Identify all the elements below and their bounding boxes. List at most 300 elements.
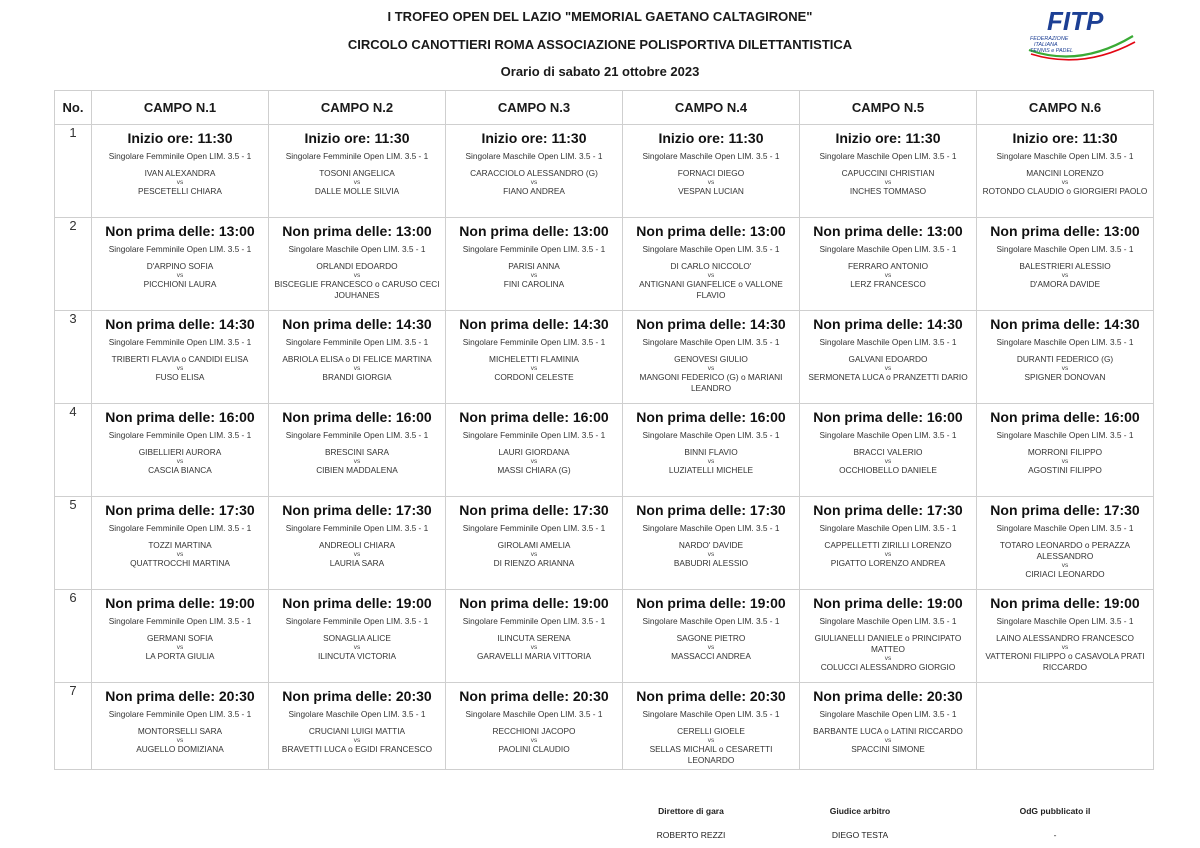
match-cell-content (977, 218, 1153, 310)
versus-label: vs (1061, 272, 1069, 279)
match-category: Singolare Femminile Open LIM. 3.5 - 1 (108, 616, 252, 626)
match-category: Singolare Maschile Open LIM. 3.5 - 1 (819, 244, 957, 254)
player-two: LA PORTA GIULIA (145, 651, 215, 661)
player-one: ANDREOLI CHIARA (318, 540, 396, 550)
match-cell-content (623, 404, 799, 496)
versus-label: vs (884, 272, 892, 279)
match-cell-content (977, 497, 1153, 589)
match-cell (977, 404, 1154, 497)
match-time: Non prima delle: 16:00 (636, 409, 786, 425)
player-two: MASSI CHIARA (G) (497, 465, 571, 475)
match-cell (446, 497, 623, 590)
director-name: ROBERTO REZZI (656, 830, 726, 840)
match-cell (92, 311, 269, 404)
player-two: ROTONDO CLAUDIO o GIORGIERI PAOLO (982, 186, 1148, 196)
player-two: SELLAS MICHAIL o CESARETTI LEONARDO (649, 744, 773, 765)
match-cell (92, 683, 269, 770)
match-time: Non prima delle: 19:00 (990, 595, 1140, 611)
row-number: 3 (55, 311, 92, 404)
match-cell (446, 311, 623, 404)
versus-label: vs (176, 272, 184, 279)
match-cell-content (800, 404, 976, 496)
player-two: CORDONI CELESTE (494, 372, 574, 382)
match-category: Singolare Maschile Open LIM. 3.5 - 1 (642, 244, 780, 254)
row-number: 1 (55, 125, 92, 218)
match-time: Non prima delle: 14:30 (813, 316, 963, 332)
match-time: Non prima delle: 13:00 (990, 223, 1140, 239)
match-time: Non prima delle: 14:30 (990, 316, 1140, 332)
match-cell (446, 125, 623, 218)
match-category: Singolare Femminile Open LIM. 3.5 - 1 (462, 244, 606, 254)
player-one: GIBELLIERI AURORA (138, 447, 222, 457)
player-two: OCCHIOBELLO DANIELE (839, 465, 937, 475)
match-category: Singolare Maschile Open LIM. 3.5 - 1 (288, 709, 426, 719)
match-time: Inizio ore: 11:30 (658, 130, 764, 146)
player-one: MANCINI LORENZO (1026, 168, 1104, 178)
match-cell-content (446, 404, 622, 496)
player-one: IVAN ALEXANDRA (144, 168, 216, 178)
schedule-row (55, 125, 1154, 218)
match-time: Non prima delle: 17:30 (813, 502, 963, 518)
player-one: BALESTRIERI ALESSIO (1019, 261, 1111, 271)
match-cell (269, 404, 446, 497)
match-time: Non prima delle: 20:30 (459, 688, 609, 704)
versus-label: vs (707, 644, 715, 651)
player-two: FIANO ANDREA (503, 186, 565, 196)
match-category: Singolare Maschile Open LIM. 3.5 - 1 (819, 523, 957, 533)
player-one: ILINCUTA SERENA (497, 633, 571, 643)
match-cell-content (800, 311, 976, 403)
match-category: Singolare Maschile Open LIM. 3.5 - 1 (288, 244, 426, 254)
column-header-no: No. (55, 91, 92, 125)
referee-name: DIEGO TESTA (831, 830, 889, 840)
schedule-row (55, 404, 1154, 497)
match-time: Non prima delle: 17:30 (459, 502, 609, 518)
match-cell (446, 683, 623, 770)
match-cell-content (269, 218, 445, 310)
match-cell (623, 218, 800, 311)
player-one: FERRARO ANTONIO (847, 261, 929, 271)
match-cell (92, 404, 269, 497)
match-time: Non prima delle: 14:30 (459, 316, 609, 332)
player-two: BISCEGLIE FRANCESCO o CARUSO CECI JOUHANES (274, 279, 440, 300)
column-header-court-3: CAMPO N.3 (446, 91, 623, 125)
match-time: Non prima delle: 17:30 (105, 502, 255, 518)
match-cell-content (623, 218, 799, 310)
match-cell-content (446, 311, 622, 403)
player-one: TOSONI ANGELICA (319, 168, 395, 178)
match-category: Singolare Femminile Open LIM. 3.5 - 1 (285, 523, 429, 533)
row-number: 5 (55, 497, 92, 590)
svg-text:TENNIS e PADEL: TENNIS e PADEL (1030, 48, 1074, 54)
versus-label: vs (353, 644, 361, 651)
match-time: Inizio ore: 11:30 (127, 130, 233, 146)
match-cell (977, 311, 1154, 404)
match-category: Singolare Femminile Open LIM. 3.5 - 1 (462, 616, 606, 626)
versus-label: vs (176, 365, 184, 372)
match-category: Singolare Maschile Open LIM. 3.5 - 1 (996, 616, 1134, 626)
match-cell-content (800, 218, 976, 310)
match-time: Non prima delle: 14:30 (105, 316, 255, 332)
match-category: Singolare Femminile Open LIM. 3.5 - 1 (108, 151, 252, 161)
match-cell (623, 125, 800, 218)
player-two: GARAVELLI MARIA VITTORIA (476, 651, 592, 661)
player-one: SONAGLIA ALICE (323, 633, 391, 643)
match-time: Non prima delle: 19:00 (282, 595, 432, 611)
player-two: LUZIATELLI MICHELE (668, 465, 754, 475)
versus-label: vs (353, 365, 361, 372)
versus-label: vs (176, 551, 184, 558)
match-category: Singolare Maschile Open LIM. 3.5 - 1 (996, 151, 1134, 161)
match-cell-content (92, 683, 268, 769)
match-time: Inizio ore: 11:30 (304, 130, 410, 146)
row-number: 4 (55, 404, 92, 497)
match-time: Non prima delle: 20:30 (105, 688, 255, 704)
match-category: Singolare Femminile Open LIM. 3.5 - 1 (462, 523, 606, 533)
player-one: TRIBERTI FLAVIA o CANDIDI ELISA (111, 354, 249, 364)
versus-label: vs (353, 179, 361, 186)
player-two: QUATTROCCHI MARTINA (130, 558, 230, 568)
match-cell (977, 683, 1154, 770)
match-cell (800, 683, 977, 770)
player-two: ILINCUTA VICTORIA (317, 651, 397, 661)
versus-label: vs (353, 272, 361, 279)
player-one: LAURI GIORDANA (498, 447, 570, 457)
match-cell (269, 497, 446, 590)
match-category: Singolare Maschile Open LIM. 3.5 - 1 (819, 616, 957, 626)
player-one: NARDO' DAVIDE (678, 540, 744, 550)
match-cell-content (977, 683, 1153, 769)
match-time: Non prima delle: 20:30 (636, 688, 786, 704)
match-cell (977, 218, 1154, 311)
player-two: DALLE MOLLE SILVIA (314, 186, 400, 196)
match-time: Inizio ore: 11:30 (1012, 130, 1118, 146)
versus-label: vs (1061, 458, 1069, 465)
match-cell (92, 218, 269, 311)
match-time: Non prima delle: 13:00 (459, 223, 609, 239)
fitp-logo (1025, 6, 1140, 62)
versus-label: vs (884, 179, 892, 186)
match-time: Non prima delle: 13:00 (636, 223, 786, 239)
match-cell-content (977, 125, 1153, 217)
player-one: GERMANI SOFIA (147, 633, 213, 643)
match-cell-content (977, 311, 1153, 403)
match-cell-content (446, 683, 622, 769)
match-cell (977, 590, 1154, 683)
match-cell-content (269, 404, 445, 496)
column-header-court-4: CAMPO N.4 (623, 91, 800, 125)
player-one: DURANTI FEDERICO (G) (1016, 354, 1114, 364)
versus-label: vs (707, 179, 715, 186)
match-time: Non prima delle: 17:30 (282, 502, 432, 518)
match-cell (269, 311, 446, 404)
column-header-court-5: CAMPO N.5 (800, 91, 977, 125)
versus-label: vs (530, 644, 538, 651)
versus-label: vs (353, 458, 361, 465)
match-cell (800, 404, 977, 497)
match-cell (269, 590, 446, 683)
match-category: Singolare Maschile Open LIM. 3.5 - 1 (642, 337, 780, 347)
versus-label: vs (884, 655, 892, 662)
versus-label: vs (884, 365, 892, 372)
match-cell-content (800, 683, 976, 769)
match-category: Singolare Femminile Open LIM. 3.5 - 1 (285, 430, 429, 440)
match-cell-content (269, 590, 445, 682)
match-cell-content (446, 497, 622, 589)
versus-label: vs (707, 458, 715, 465)
versus-label: vs (176, 737, 184, 744)
match-cell (623, 683, 800, 770)
player-one: CRUCIANI LUIGI MATTIA (308, 726, 406, 736)
player-one: BRESCINI SARA (324, 447, 390, 457)
player-one: MICHELETTI FLAMINIA (489, 354, 579, 364)
match-category: Singolare Maschile Open LIM. 3.5 - 1 (642, 709, 780, 719)
match-cell-content (92, 497, 268, 589)
player-two: CASCIA BIANCA (148, 465, 212, 475)
page-header (0, 0, 1200, 90)
match-cell (800, 497, 977, 590)
player-two: AGOSTINI FILIPPO (1028, 465, 1102, 475)
match-cell (92, 497, 269, 590)
player-one: MORRONI FILIPPO (1027, 447, 1103, 457)
match-category: Singolare Maschile Open LIM. 3.5 - 1 (996, 244, 1134, 254)
match-time: Non prima delle: 14:30 (282, 316, 432, 332)
match-category: Singolare Maschile Open LIM. 3.5 - 1 (642, 523, 780, 533)
match-cell-content (92, 311, 268, 403)
versus-label: vs (1061, 644, 1069, 651)
player-one: MONTORSELLI SARA (137, 726, 223, 736)
match-cell (623, 497, 800, 590)
player-two: LAURIA SARA (329, 558, 385, 568)
player-one: BINNI FLAVIO (684, 447, 738, 457)
schedule-row (55, 218, 1154, 311)
versus-label: vs (707, 737, 715, 744)
versus-label: vs (1061, 365, 1069, 372)
match-cell-content (623, 590, 799, 682)
player-two: BABUDRI ALESSIO (673, 558, 749, 568)
match-cell-content (446, 218, 622, 310)
versus-label: vs (530, 458, 538, 465)
match-cell (800, 218, 977, 311)
versus-label: vs (353, 551, 361, 558)
row-number: 6 (55, 590, 92, 683)
player-two: FUSO ELISA (155, 372, 205, 382)
match-time: Inizio ore: 11:30 (481, 130, 587, 146)
versus-label: vs (530, 272, 538, 279)
match-cell (446, 218, 623, 311)
match-time: Non prima delle: 20:30 (282, 688, 432, 704)
versus-label: vs (884, 551, 892, 558)
match-category: Singolare Femminile Open LIM. 3.5 - 1 (285, 616, 429, 626)
director-label: Direttore di gara (658, 806, 724, 816)
referee-block (790, 806, 930, 840)
match-category: Singolare Femminile Open LIM. 3.5 - 1 (108, 709, 252, 719)
versus-label: vs (884, 458, 892, 465)
match-cell-content (623, 311, 799, 403)
player-one: ABRIOLA ELISA o DI FELICE MARTINA (282, 354, 432, 364)
player-one: BARBANTE LUCA o LATINI RICCARDO (813, 726, 963, 736)
match-cell-content (446, 125, 622, 217)
match-cell (92, 125, 269, 218)
player-one: FORNACI DIEGO (677, 168, 745, 178)
player-two: MANGONI FEDERICO (G) o MARIANI LEANDRO (639, 372, 783, 393)
match-cell-content (446, 590, 622, 682)
versus-label: vs (707, 272, 715, 279)
column-header-court-2: CAMPO N.2 (269, 91, 446, 125)
versus-label: vs (1061, 179, 1069, 186)
match-category: Singolare Maschile Open LIM. 3.5 - 1 (642, 430, 780, 440)
logo-text: FITP (1047, 6, 1104, 36)
player-one: LAINO ALESSANDRO FRANCESCO (996, 633, 1134, 643)
svg-text:ITALIANA: ITALIANA (1034, 42, 1058, 48)
match-cell-content (977, 404, 1153, 496)
player-one: ORLANDI EDOARDO (316, 261, 398, 271)
match-cell-content (92, 590, 268, 682)
match-category: Singolare Femminile Open LIM. 3.5 - 1 (285, 337, 429, 347)
schedule-date: Orario di sabato 21 ottobre 2023 (500, 64, 700, 79)
versus-label: vs (1061, 562, 1069, 569)
schedule-body (55, 125, 1154, 770)
header-row (55, 91, 1154, 125)
director-block (621, 806, 761, 840)
published-value: - (1053, 830, 1057, 840)
player-two: FINI CAROLINA (503, 279, 565, 289)
match-time: Non prima delle: 14:30 (636, 316, 786, 332)
match-category: Singolare Maschile Open LIM. 3.5 - 1 (465, 151, 603, 161)
match-time: Inizio ore: 11:30 (835, 130, 941, 146)
player-one: SAGONE PIETRO (676, 633, 746, 643)
match-category: Singolare Maschile Open LIM. 3.5 - 1 (819, 337, 957, 347)
match-time: Non prima delle: 17:30 (636, 502, 786, 518)
schedule-table (54, 90, 1154, 770)
match-time: Non prima delle: 19:00 (459, 595, 609, 611)
published-label: OdG pubblicato il (1019, 806, 1091, 816)
player-two: PICCHIONI LAURA (143, 279, 217, 289)
player-two: COLUCCI ALESSANDRO GIORGIO (820, 662, 956, 672)
match-cell (446, 404, 623, 497)
match-cell-content (92, 125, 268, 217)
match-category: Singolare Maschile Open LIM. 3.5 - 1 (642, 616, 780, 626)
match-time: Non prima delle: 17:30 (990, 502, 1140, 518)
match-time: Non prima delle: 16:00 (459, 409, 609, 425)
match-cell-content (623, 497, 799, 589)
versus-label: vs (530, 737, 538, 744)
versus-label: vs (707, 365, 715, 372)
schedule-row (55, 683, 1154, 770)
player-one: CERELLI GIOELE (677, 726, 745, 736)
match-cell (977, 125, 1154, 218)
match-time: Non prima delle: 13:00 (105, 223, 255, 239)
match-cell (623, 590, 800, 683)
player-one: PARISI ANNA (508, 261, 560, 271)
player-two: VESPAN LUCIAN (678, 186, 744, 196)
match-cell-content (269, 683, 445, 769)
match-category: Singolare Maschile Open LIM. 3.5 - 1 (819, 151, 957, 161)
club-name: CIRCOLO CANOTTIERI ROMA ASSOCIAZIONE POLISPORTIVA DILETTANTISTICA (347, 37, 853, 52)
match-category: Singolare Femminile Open LIM. 3.5 - 1 (108, 337, 252, 347)
match-time: Non prima delle: 13:00 (282, 223, 432, 239)
player-one: GENOVESI GIULIO (674, 354, 748, 364)
player-two: CIBIEN MADDALENA (316, 465, 398, 475)
player-two: PIGATTO LORENZO ANDREA (830, 558, 946, 568)
match-category: Singolare Femminile Open LIM. 3.5 - 1 (108, 244, 252, 254)
match-cell (92, 590, 269, 683)
player-two: ANTIGNANI GIANFELICE o VALLONE FLAVIO (639, 279, 783, 300)
match-cell (269, 218, 446, 311)
match-time: Non prima delle: 16:00 (990, 409, 1140, 425)
player-one: CAPUCCINI CHRISTIAN (841, 168, 935, 178)
versus-label: vs (176, 644, 184, 651)
versus-label: vs (884, 737, 892, 744)
match-cell-content (623, 683, 799, 769)
player-two: AUGELLO DOMIZIANA (136, 744, 224, 754)
match-category: Singolare Maschile Open LIM. 3.5 - 1 (996, 337, 1134, 347)
match-cell (269, 125, 446, 218)
match-category: Singolare Femminile Open LIM. 3.5 - 1 (462, 337, 606, 347)
match-category: Singolare Maschile Open LIM. 3.5 - 1 (465, 709, 603, 719)
player-two: D'AMORA DAVIDE (1029, 279, 1101, 289)
match-category: Singolare Femminile Open LIM. 3.5 - 1 (108, 430, 252, 440)
player-two: LERZ FRANCESCO (850, 279, 926, 289)
player-two: VATTERONI FILIPPO o CASAVOLA PRATI RICCARDO (985, 651, 1145, 672)
match-time: Non prima delle: 20:30 (813, 688, 963, 704)
match-time: Non prima delle: 16:00 (105, 409, 255, 425)
match-category: Singolare Maschile Open LIM. 3.5 - 1 (996, 523, 1134, 533)
match-cell (800, 311, 977, 404)
versus-label: vs (530, 179, 538, 186)
match-cell-content (269, 497, 445, 589)
player-two: SPIGNER DONOVAN (1024, 372, 1106, 382)
match-cell (623, 311, 800, 404)
versus-label: vs (353, 737, 361, 744)
tournament-title: I TROFEO OPEN DEL LAZIO "MEMORIAL GAETANO CALTAGIRONE" (387, 9, 813, 24)
match-cell-content (800, 590, 976, 682)
match-cell (977, 497, 1154, 590)
row-number: 2 (55, 218, 92, 311)
player-two: SERMONETA LUCA o PRANZETTI DARIO (808, 372, 968, 382)
match-cell (623, 404, 800, 497)
match-cell-content (269, 125, 445, 217)
versus-label: vs (707, 551, 715, 558)
player-one: RECCHIONI JACOPO (492, 726, 576, 736)
player-two: BRAVETTI LUCA o EGIDI FRANCESCO (281, 744, 433, 754)
player-one: DI CARLO NICCOLO' (670, 261, 752, 271)
match-category: Singolare Maschile Open LIM. 3.5 - 1 (819, 430, 957, 440)
referee-label: Giudice arbitro (829, 806, 891, 816)
match-cell-content (800, 125, 976, 217)
player-two: MASSACCI ANDREA (671, 651, 751, 661)
match-category: Singolare Femminile Open LIM. 3.5 - 1 (285, 151, 429, 161)
column-header-court-6: CAMPO N.6 (977, 91, 1154, 125)
player-two: BRANDI GIORGIA (322, 372, 392, 382)
player-two: INCHES TOMMASO (849, 186, 927, 196)
player-two: CIRIACI LEONARDO (1025, 569, 1105, 579)
player-two: PESCETELLI CHIARA (138, 186, 222, 196)
published-block (985, 806, 1125, 840)
match-cell (269, 683, 446, 770)
match-time: Non prima delle: 13:00 (813, 223, 963, 239)
match-category: Singolare Femminile Open LIM. 3.5 - 1 (108, 523, 252, 533)
player-one: D'ARPINO SOFIA (146, 261, 214, 271)
player-one: TOTARO LEONARDO o PERAZZA ALESSANDRO (999, 540, 1131, 561)
match-category: Singolare Maschile Open LIM. 3.5 - 1 (642, 151, 780, 161)
match-cell-content (977, 590, 1153, 682)
row-number: 7 (55, 683, 92, 770)
match-cell-content (269, 311, 445, 403)
match-time: Non prima delle: 16:00 (282, 409, 432, 425)
match-time: Non prima delle: 16:00 (813, 409, 963, 425)
column-header-court-1: CAMPO N.1 (92, 91, 269, 125)
